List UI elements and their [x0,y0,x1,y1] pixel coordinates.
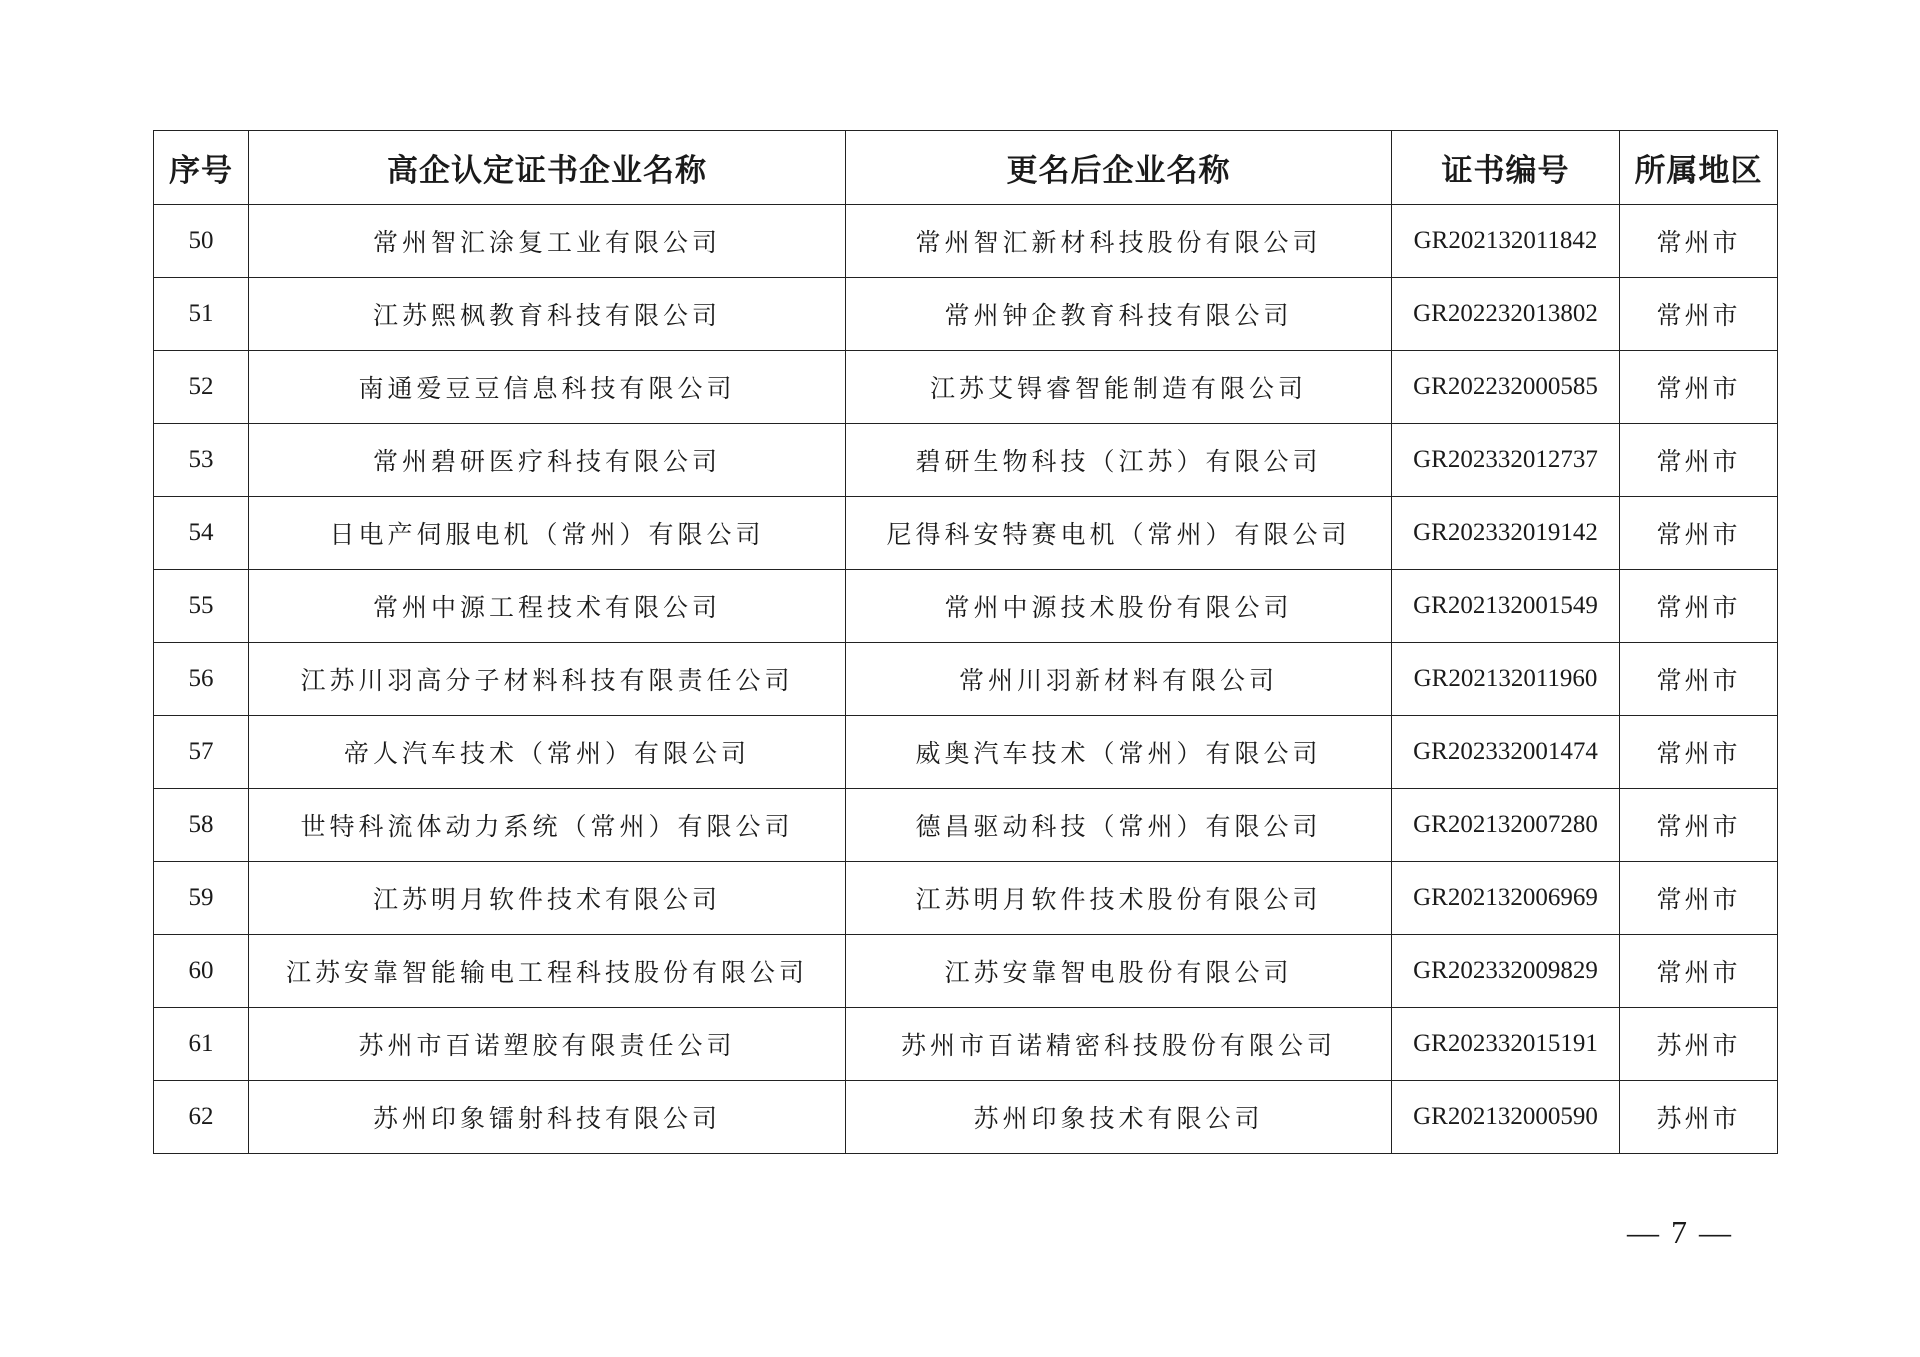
table-row [154,351,1778,424]
new-name-cell: 江苏艾锝睿智能制造有限公司 [846,351,1392,424]
seq-cell: 60 [154,935,249,1008]
cert-no-cell: GR202132000590 [1392,1081,1620,1154]
seq-cell: 54 [154,497,249,570]
seq-cell: 55 [154,570,249,643]
header-seq: 序号 [154,131,249,205]
original-name-cell: 苏州市百诺塑胶有限责任公司 [249,1008,846,1081]
region-cell: 常州市 [1620,205,1778,278]
cert-no-cell: GR202332015191 [1392,1008,1620,1081]
table-row [154,424,1778,497]
seq-cell: 51 [154,278,249,351]
header-cert-no: 证书编号 [1392,131,1620,205]
original-name-cell: 苏州印象镭射科技有限公司 [249,1081,846,1154]
region-cell: 常州市 [1620,278,1778,351]
region-cell: 苏州市 [1620,1008,1778,1081]
region-cell: 常州市 [1620,643,1778,716]
new-name-cell: 苏州市百诺精密科技股份有限公司 [846,1008,1392,1081]
original-name-cell: 江苏熙枫教育科技有限公司 [249,278,846,351]
original-name-cell: 世特科流体动力系统（常州）有限公司 [249,789,846,862]
cert-no-cell: GR202132011842 [1392,205,1620,278]
seq-cell: 53 [154,424,249,497]
seq-cell: 62 [154,1081,249,1154]
new-name-cell: 威奥汽车技术（常州）有限公司 [846,716,1392,789]
table-row [154,716,1778,789]
cert-no-cell: GR202232013802 [1392,278,1620,351]
cert-no-cell: GR202332019142 [1392,497,1620,570]
table-row [154,497,1778,570]
new-name-cell: 江苏安靠智电股份有限公司 [846,935,1392,1008]
region-cell: 常州市 [1620,497,1778,570]
cert-no-cell: GR202132006969 [1392,862,1620,935]
new-name-cell: 常州中源技术股份有限公司 [846,570,1392,643]
table-row [154,205,1778,278]
original-name-cell: 常州碧研医疗科技有限公司 [249,424,846,497]
new-name-cell: 江苏明月软件技术股份有限公司 [846,862,1392,935]
company-rename-table [153,130,1778,1154]
new-name-cell: 尼得科安特赛电机（常州）有限公司 [846,497,1392,570]
region-cell: 苏州市 [1620,1081,1778,1154]
original-name-cell: 日电产伺服电机（常州）有限公司 [249,497,846,570]
table-row [154,643,1778,716]
cert-no-cell: GR202332012737 [1392,424,1620,497]
cert-no-cell: GR202132011960 [1392,643,1620,716]
seq-cell: 56 [154,643,249,716]
table-row [154,789,1778,862]
header-original-name: 高企认定证书企业名称 [249,131,846,205]
table-row [154,278,1778,351]
seq-cell: 59 [154,862,249,935]
region-cell: 常州市 [1620,351,1778,424]
original-name-cell: 江苏川羽高分子材料科技有限责任公司 [249,643,846,716]
table-row [154,570,1778,643]
new-name-cell: 常州钟企教育科技有限公司 [846,278,1392,351]
original-name-cell: 常州智汇涂复工业有限公司 [249,205,846,278]
original-name-cell: 南通爱豆豆信息科技有限公司 [249,351,846,424]
header-row [154,131,1778,205]
table-header [154,131,1778,205]
page-number: — 7 — [1627,1214,1733,1250]
cert-no-cell: GR202132001549 [1392,570,1620,643]
table-row [154,1081,1778,1154]
original-name-cell: 江苏安靠智能输电工程科技股份有限公司 [249,935,846,1008]
region-cell: 常州市 [1620,935,1778,1008]
header-region: 所属地区 [1620,131,1778,205]
cert-no-cell: GR202232000585 [1392,351,1620,424]
original-name-cell: 帝人汽车技术（常州）有限公司 [249,716,846,789]
region-cell: 常州市 [1620,862,1778,935]
original-name-cell: 常州中源工程技术有限公司 [249,570,846,643]
new-name-cell: 德昌驱动科技（常州）有限公司 [846,789,1392,862]
new-name-cell: 常州川羽新材料有限公司 [846,643,1392,716]
region-cell: 常州市 [1620,716,1778,789]
seq-cell: 52 [154,351,249,424]
cert-no-cell: GR202332001474 [1392,716,1620,789]
table-row [154,862,1778,935]
cert-no-cell: GR202132007280 [1392,789,1620,862]
table-row [154,1008,1778,1081]
region-cell: 常州市 [1620,789,1778,862]
seq-cell: 57 [154,716,249,789]
new-name-cell: 常州智汇新材科技股份有限公司 [846,205,1392,278]
original-name-cell: 江苏明月软件技术有限公司 [249,862,846,935]
region-cell: 常州市 [1620,424,1778,497]
seq-cell: 61 [154,1008,249,1081]
table-row [154,935,1778,1008]
seq-cell: 58 [154,789,249,862]
new-name-cell: 碧研生物科技（江苏）有限公司 [846,424,1392,497]
seq-cell: 50 [154,205,249,278]
header-new-name: 更名后企业名称 [846,131,1392,205]
cert-no-cell: GR202332009829 [1392,935,1620,1008]
region-cell: 常州市 [1620,570,1778,643]
table-body [154,205,1778,1154]
new-name-cell: 苏州印象技术有限公司 [846,1081,1392,1154]
